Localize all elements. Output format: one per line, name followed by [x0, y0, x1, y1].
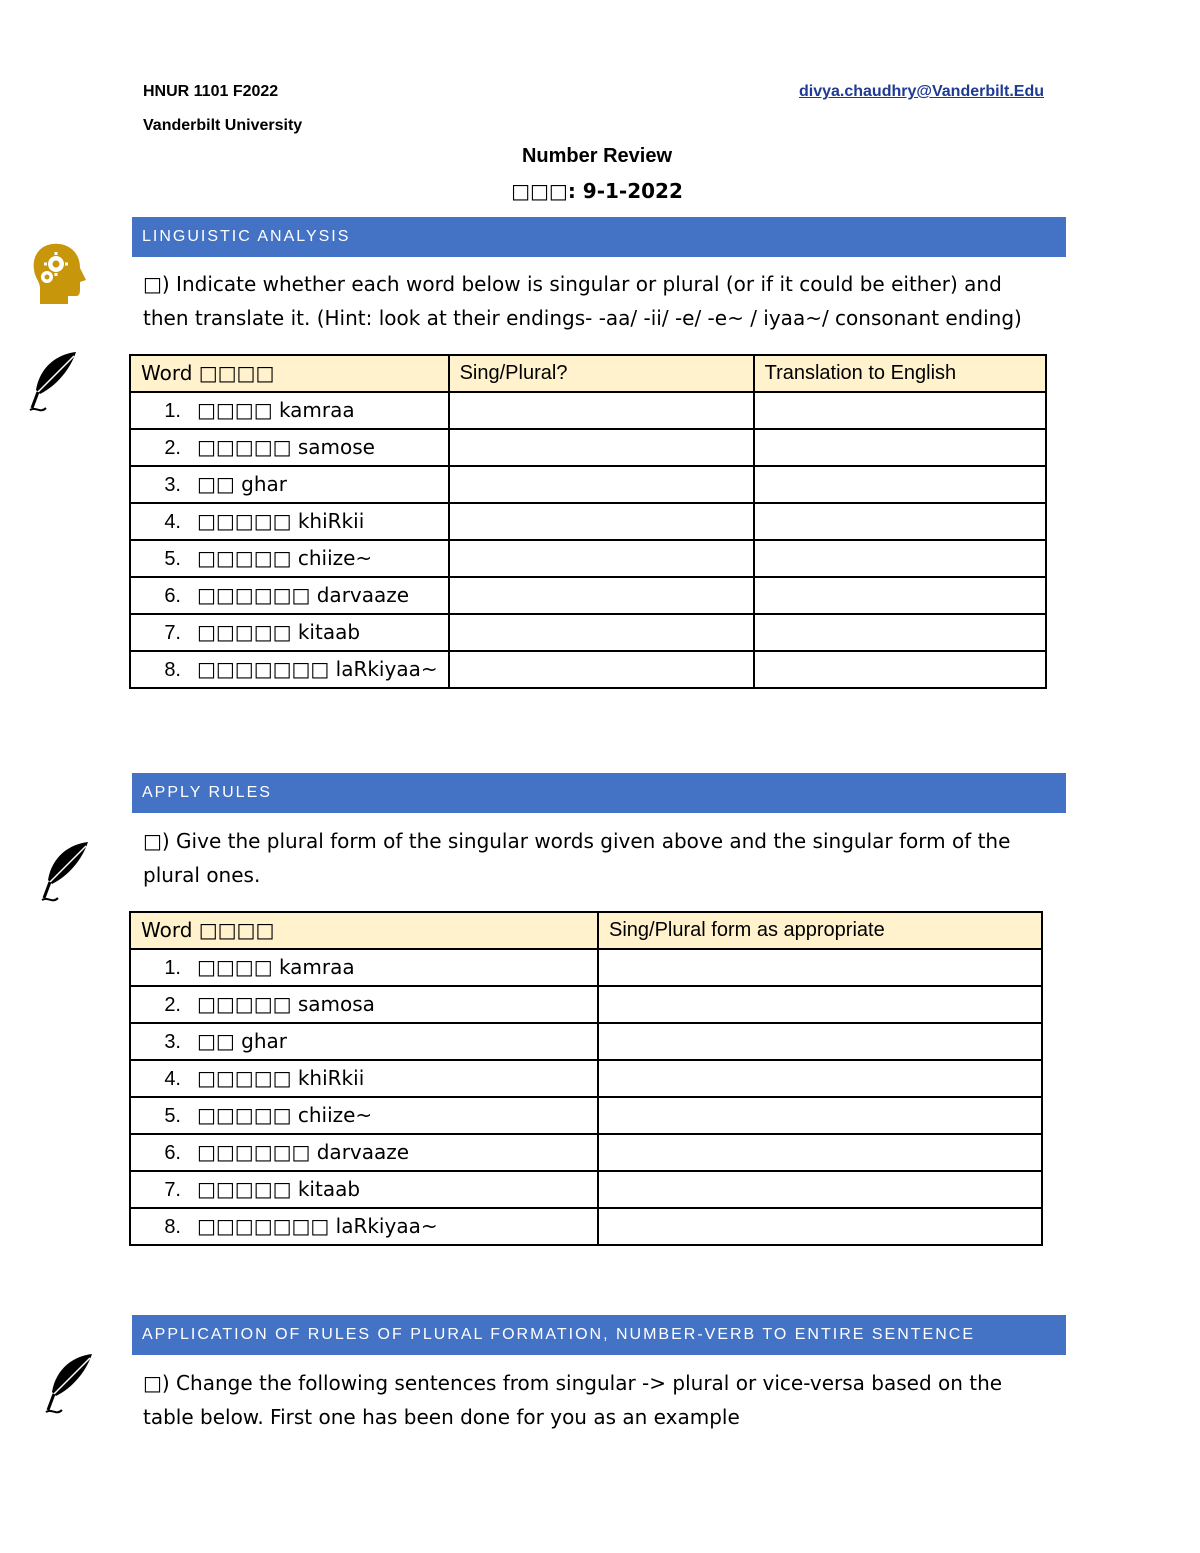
table-row: [130, 466, 1046, 503]
table-row: [130, 1208, 1042, 1245]
table-row: [130, 949, 1042, 986]
plural-form-table: [129, 911, 1043, 1246]
answer-cell[interactable]: [449, 614, 754, 651]
head-gears-icon: [30, 240, 88, 306]
answer-cell[interactable]: [598, 986, 1042, 1023]
table-row: [130, 986, 1042, 1023]
table-row: [130, 1060, 1042, 1097]
table-header-row: [130, 912, 1042, 949]
quill-pen-icon: [28, 350, 80, 414]
instruction-3: □) Change the following sentences from singular -> plural or vice-versa based on the table below. First one has been done for you as an example: [143, 1371, 1003, 1429]
word-cell: 8. □□□□□□□ laRkiyaa~: [130, 1208, 598, 1245]
answer-cell[interactable]: [754, 466, 1046, 503]
answer-cell[interactable]: [598, 1171, 1042, 1208]
section-heading-apply-rules: APPLY RULES: [132, 773, 1066, 813]
word-cell: 5. □□□□□ chiize~: [130, 540, 449, 577]
answer-cell[interactable]: [598, 1208, 1042, 1245]
section-heading-application-of-rules: APPLICATION OF RULES OF PLURAL FORMATION, NUMBER-VERB TO ENTIRE SENTENCE: [132, 1315, 1066, 1355]
word-cell: 7. □□□□□ kitaab: [130, 614, 449, 651]
section-heading-linguistic-analysis: LINGUISTIC ANALYSIS: [132, 217, 1066, 257]
word-cell: 8. □□□□□□□ laRkiyaa~: [130, 651, 449, 688]
word-cell: 5. □□□□□ chiize~: [130, 1097, 598, 1134]
table-row: [130, 1097, 1042, 1134]
answer-cell[interactable]: [449, 540, 754, 577]
table-row: [130, 540, 1046, 577]
answer-cell[interactable]: [598, 1023, 1042, 1060]
answer-cell[interactable]: [449, 651, 754, 688]
column-header-sing-plural: Sing/Plural?: [449, 355, 754, 392]
word-cell: 3. □□ ghar: [130, 1023, 598, 1060]
column-header-word: Word □□□□: [130, 912, 598, 949]
table-row: [130, 577, 1046, 614]
table-row: [130, 392, 1046, 429]
table-row: [130, 1023, 1042, 1060]
table-row: [130, 1171, 1042, 1208]
quill-pen-icon: [44, 1352, 96, 1416]
answer-cell[interactable]: [598, 1134, 1042, 1171]
page-title: Number Review: [521, 145, 673, 167]
column-header-word: Word □□□□: [130, 355, 449, 392]
instruction-1: □) Indicate whether each word below is singular or plural (or if it could be either) and then translate it. (Hint: look at their endings- -aa/ -ii/ -e/ -e~ / iyaa~/ consonant ending): [143, 272, 1022, 330]
university-name: Vanderbilt University: [143, 117, 303, 134]
email-link[interactable]: divya.chaudhry@Vanderbilt.Edu: [799, 83, 1044, 100]
answer-cell[interactable]: [754, 651, 1046, 688]
table-row: [130, 614, 1046, 651]
column-header-form: Sing/Plural form as appropriate: [598, 912, 1042, 949]
answer-cell[interactable]: [598, 1097, 1042, 1134]
word-cell: 6. □□□□□□ darvaaze: [130, 1134, 598, 1171]
word-cell: 4. □□□□□ khiRkii: [130, 503, 449, 540]
answer-cell[interactable]: [754, 614, 1046, 651]
answer-cell[interactable]: [754, 503, 1046, 540]
table-header-row: [130, 355, 1046, 392]
answer-cell[interactable]: [598, 949, 1042, 986]
answer-cell[interactable]: [449, 503, 754, 540]
word-cell: 2. □□□□□ samosa: [130, 986, 598, 1023]
answer-cell[interactable]: [754, 540, 1046, 577]
instruction-2: □) Give the plural form of the singular words given above and the singular form of the plural ones.: [143, 829, 1011, 887]
answer-cell[interactable]: [449, 392, 754, 429]
date-line: □□□: 9-1-2022: [511, 179, 683, 203]
answer-cell[interactable]: [449, 429, 754, 466]
answer-cell[interactable]: [754, 392, 1046, 429]
answer-cell[interactable]: [449, 466, 754, 503]
word-cell: 7. □□□□□ kitaab: [130, 1171, 598, 1208]
word-cell: 1. □□□□ kamraa: [130, 949, 598, 986]
table-row: [130, 1134, 1042, 1171]
word-cell: 3. □□ ghar: [130, 466, 449, 503]
word-cell: 6. □□□□□□ darvaaze: [130, 577, 449, 614]
answer-cell[interactable]: [754, 429, 1046, 466]
answer-cell[interactable]: [598, 1060, 1042, 1097]
word-cell: 2. □□□□□ samose: [130, 429, 449, 466]
word-analysis-table: [129, 354, 1047, 689]
table-row: [130, 651, 1046, 688]
table-row: [130, 429, 1046, 466]
column-header-translation: Translation to English: [754, 355, 1046, 392]
quill-pen-icon: [40, 840, 92, 904]
course-code: HNUR 1101 F2022: [143, 83, 279, 100]
answer-cell[interactable]: [754, 577, 1046, 614]
word-cell: 1. □□□□ kamraa: [130, 392, 449, 429]
word-cell: 4. □□□□□ khiRkii: [130, 1060, 598, 1097]
table-row: [130, 503, 1046, 540]
answer-cell[interactable]: [449, 577, 754, 614]
